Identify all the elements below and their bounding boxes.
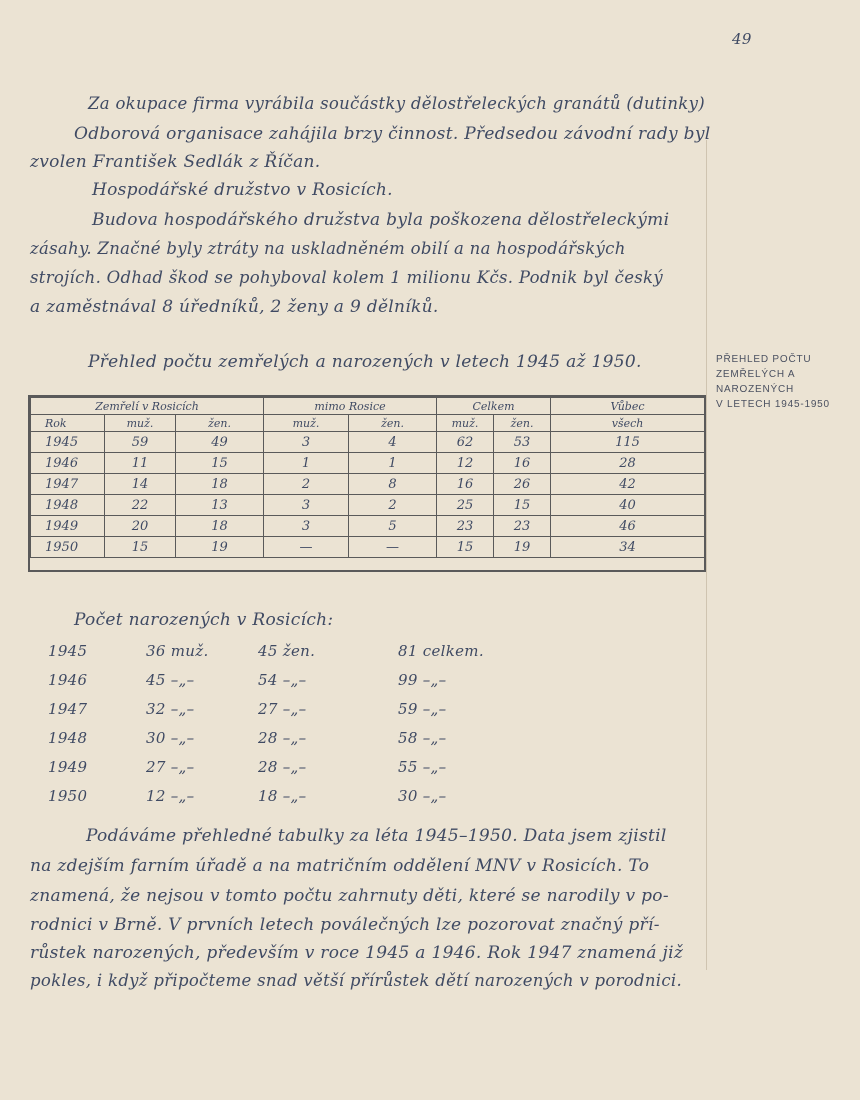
value-cell: 25 [437,495,494,516]
table-row [31,432,705,453]
table-row [31,495,705,516]
value-cell: 2 [264,474,349,495]
year-cell: 1950 [31,537,105,558]
subheader-cell: žen. [494,415,551,432]
closing-line-3: znamená, že nejsou v tomto počtu zahrnuty děti, které se narodily v po- [30,886,669,906]
table-group-header-row [31,398,705,415]
births-women: 27 –„– [258,700,307,718]
value-cell: 59 [105,432,176,453]
births-year: 1949 [48,758,88,776]
year-cell: 1948 [31,495,105,516]
value-cell: 1 [349,453,437,474]
value-cell: 62 [437,432,494,453]
table-row [31,474,705,495]
value-cell: 4 [349,432,437,453]
year-cell: 1946 [31,453,105,474]
value-cell: 5 [349,516,437,537]
births-total: 30 –„– [398,787,447,805]
year-cell: 1947 [31,474,105,495]
coop-line-2: zásahy. Značné byly ztráty na uskladněném obilí a na hospodářských [30,239,626,258]
table-row [31,453,705,474]
value-cell: 22 [105,495,176,516]
births-year: 1947 [48,700,88,718]
margin-line [706,140,707,970]
value-cell: 19 [494,537,551,558]
group-header: Zemřelí v Rosicích [31,398,264,415]
births-men: 27 –„– [146,758,195,776]
group-header: mimo Rosice [264,398,437,415]
births-men: 45 –„– [146,671,195,689]
table-row [31,537,705,558]
value-cell: 46 [551,516,705,537]
value-cell: 16 [437,474,494,495]
year-cell: 1949 [31,516,105,537]
births-women: 28 –„– [258,758,307,776]
value-cell: 28 [551,453,705,474]
value-cell: 18 [176,516,264,537]
value-cell: 18 [176,474,264,495]
group-header: Celkem [437,398,551,415]
subheader-cell: všech [551,415,705,432]
coop-heading: Hospodářské družstvo v Rosicích. [92,180,393,200]
value-cell: 15 [176,453,264,474]
value-cell: 34 [551,537,705,558]
value-cell: 20 [105,516,176,537]
value-cell: 42 [551,474,705,495]
intro-line-2: Odborová organisace zahájila brzy činnost. Předsedou závodní rady byl [74,124,711,144]
value-cell: 49 [176,432,264,453]
closing-line-6: pokles, i když připočteme snad větší přírůstek dětí narozených v porodnici. [30,971,683,990]
value-cell: 13 [176,495,264,516]
intro-line-3: zvolen František Sedlák z Říčan. [30,152,321,172]
subheader-cell: žen. [176,415,264,432]
births-year: 1950 [48,787,88,805]
margin-note-line-4: V LETECH 1945-1950 [716,399,830,410]
births-women: 45 žen. [258,642,316,660]
value-cell: 1 [264,453,349,474]
subheader-cell: Rok [31,415,105,432]
value-cell: 16 [494,453,551,474]
closing-line-5: růstek narozených, především v roce 1945 a 1946. Rok 1947 znamená již [30,943,684,963]
births-men: 32 –„– [146,700,195,718]
births-women: 28 –„– [258,729,307,747]
value-cell: 15 [494,495,551,516]
value-cell: 23 [494,516,551,537]
value-cell: 15 [437,537,494,558]
table-subheader-row [31,415,705,432]
value-cell: 3 [264,495,349,516]
closing-line-2: na zdejším farním úřadě a na matričním oddělení MNV v Rosicích. To [30,856,650,876]
value-cell: 53 [494,432,551,453]
closing-line-1: Podáváme přehledné tabulky za léta 1945–1950. Data jsem zjistil [86,826,667,846]
margin-note-line-1: PŘEHLED POČTU [716,354,812,365]
deaths-table [30,397,705,558]
value-cell: 15 [105,537,176,558]
value-cell: 3 [264,516,349,537]
value-cell: 40 [551,495,705,516]
coop-line-3: strojích. Odhad škod se pohyboval kolem 1 milionu Kčs. Podnik byl český [30,268,663,287]
year-cell: 1945 [31,432,105,453]
births-women: 18 –„– [258,787,307,805]
margin-note-line-3: NAROZENÝCH [716,384,795,395]
closing-line-4: rodnici v Brně. V prvních letech poválečných lze pozorovat značný pří- [30,915,660,935]
value-cell: 11 [105,453,176,474]
births-total: 81 celkem. [398,642,484,660]
value-cell: 19 [176,537,264,558]
subheader-cell: muž. [105,415,176,432]
table-row [31,516,705,537]
births-men: 30 –„– [146,729,195,747]
births-total: 55 –„– [398,758,447,776]
value-cell: 26 [494,474,551,495]
value-cell: — [349,537,437,558]
value-cell: — [264,537,349,558]
group-header: Vůbec [551,398,705,415]
page-number: 49 [732,30,752,48]
births-year: 1948 [48,729,88,747]
births-heading: Počet narozených v Rosicích: [74,610,334,630]
subheader-cell: muž. [264,415,349,432]
coop-line-1: Budova hospodářského družstva byla poškozena dělostřeleckými [92,210,670,230]
births-men: 36 muž. [146,642,209,660]
births-women: 54 –„– [258,671,307,689]
subheader-cell: žen. [349,415,437,432]
subheader-cell: muž. [437,415,494,432]
births-year: 1945 [48,642,88,660]
value-cell: 23 [437,516,494,537]
value-cell: 2 [349,495,437,516]
births-year: 1946 [48,671,88,689]
value-cell: 115 [551,432,705,453]
births-total: 58 –„– [398,729,447,747]
intro-line-1: Za okupace firma vyrábila součástky dělostřeleckých granátů (dutinky) [88,94,705,113]
coop-line-4: a zaměstnával 8 úředníků, 2 ženy a 9 dělníků. [30,297,439,317]
value-cell: 8 [349,474,437,495]
births-total: 59 –„– [398,700,447,718]
births-total: 99 –„– [398,671,447,689]
value-cell: 3 [264,432,349,453]
value-cell: 12 [437,453,494,474]
table-title: Přehled počtu zemřelých a narozených v letech 1945 až 1950. [88,352,642,372]
births-men: 12 –„– [146,787,195,805]
margin-note-line-2: ZEMŘELÝCH A [716,369,796,380]
value-cell: 14 [105,474,176,495]
